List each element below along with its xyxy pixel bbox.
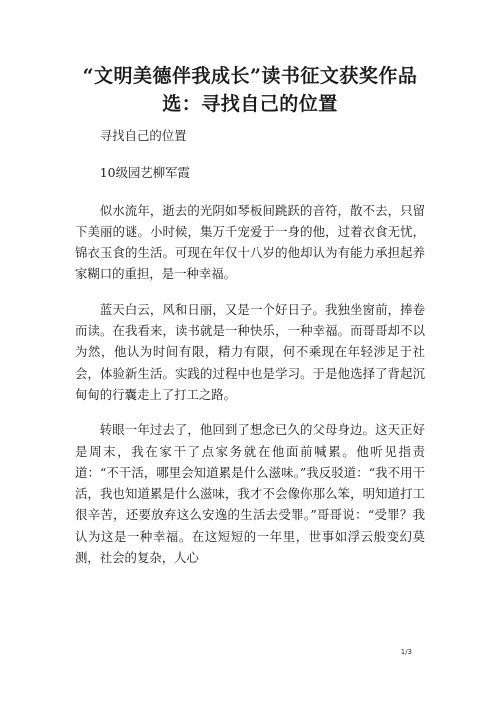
paragraph: 蓝天白云，风和日丽，又是一个好日子。我独坐窗前，捧卷而读。在我看来，读书就是一种快乐，一种幸福。而哥哥却不以为然，他认为时间有限，精力有限，何不乘现在年轻涉足于社会，体验新生活。实践的过程中也是学习。于是他选择了背起沉甸甸的行囊走上了打工之路。: [75, 301, 425, 402]
document-title: [60, 62, 440, 118]
title-line-2: 选：寻找自己的位置: [162, 93, 338, 115]
title-line-1: “文明美德伴我成长”读书征文获奖作品: [82, 65, 418, 87]
document-body: [75, 125, 425, 568]
author-line: 10级园艺柳军霞: [99, 165, 190, 181]
subtitle: 寻找自己的位置: [99, 128, 187, 143]
page-number: 1/3: [400, 648, 412, 656]
paragraph: 转眼一年过去了，他回到了想念已久的父母身边。这天正好是周末，我在家干了点家务就在他面前喊累。他听见指责道：“不干活，哪里会知道累是什么滋味。”我反驳道：“我不用干活，我也知道累是什么滋味，我才不会像你那么笨，明知道打工很辛苦，还要放弃这么安逸的生活去受罪。”哥哥说：“受罪？我认为这是一种幸福。在这短短的一年里，世事如浮云般变幻莫测，社会的复杂，人心: [75, 422, 425, 566]
paragraph: 似水流年，逝去的光阴如琴板间跳跃的音符，散不去，只留下美丽的谜。小时候，集万千宠爱于一身的他，过着衣食无忧，锦衣玉食的生活。可现在年仅十八岁的他却认为有能力承担起养家糊口的重担，是一种幸福。: [75, 202, 425, 282]
